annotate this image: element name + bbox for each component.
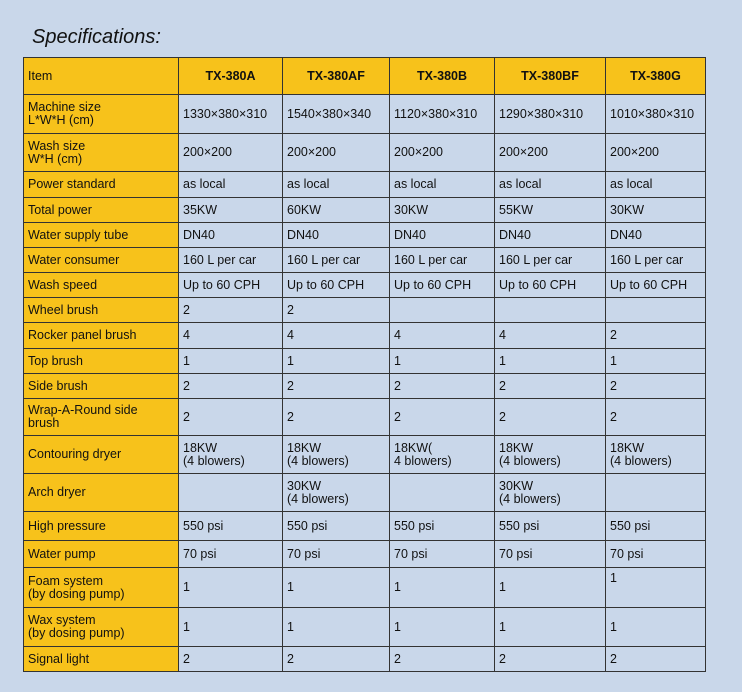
column-header-model: TX-380A (179, 58, 283, 95)
row-label: Wash speed (24, 273, 179, 298)
row-label: Water pump (24, 541, 179, 568)
table-cell: 1 (179, 349, 283, 374)
table-row (24, 273, 706, 298)
table-row (24, 198, 706, 223)
row-label: Power standard (24, 172, 179, 198)
column-header-model: TX-380AF (283, 58, 390, 95)
table-cell: 2 (179, 399, 283, 436)
table-cell: 160 L per car (179, 248, 283, 273)
table-cell: 1 (606, 568, 706, 608)
table-row (24, 298, 706, 323)
table-cell: 70 psi (283, 541, 390, 568)
table-cell: DN40 (606, 223, 706, 248)
table-cell: as local (606, 172, 706, 198)
table-cell: 1 (495, 608, 606, 647)
table-cell: 1 (283, 568, 390, 608)
table-cell: 2 (283, 374, 390, 399)
table-cell: 1290×380×310 (495, 95, 606, 134)
table-cell: 160 L per car (283, 248, 390, 273)
table-cell: 1 (390, 568, 495, 608)
table-cell: 2 (495, 647, 606, 672)
table-cell: 4 (495, 323, 606, 349)
table-cell: 2 (283, 399, 390, 436)
table-cell: 200×200 (390, 134, 495, 172)
table-cell: 1 (390, 608, 495, 647)
table-cell: 550 psi (283, 512, 390, 541)
table-cell: 2 (390, 399, 495, 436)
table-cell: 160 L per car (390, 248, 495, 273)
table-cell: 2 (495, 399, 606, 436)
table-cell: 2 (283, 647, 390, 672)
table-cell (390, 298, 495, 323)
table-row (24, 541, 706, 568)
table-cell: 2 (179, 647, 283, 672)
table-cell: 1010×380×310 (606, 95, 706, 134)
table-row (24, 647, 706, 672)
table-cell: 1 (495, 349, 606, 374)
row-label: Side brush (24, 374, 179, 399)
table-cell: 4 (179, 323, 283, 349)
table-cell: 550 psi (390, 512, 495, 541)
column-header-model: TX-380G (606, 58, 706, 95)
row-label: Contouring dryer (24, 436, 179, 474)
row-label: Total power (24, 198, 179, 223)
table-row (24, 399, 706, 436)
table-cell: 200×200 (495, 134, 606, 172)
table-cell: 1 (283, 608, 390, 647)
table-cell: 4 (283, 323, 390, 349)
table-cell: 160 L per car (606, 248, 706, 273)
table-cell: 200×200 (283, 134, 390, 172)
table-cell: 30KW (606, 198, 706, 223)
table-cell: Up to 60 CPH (283, 273, 390, 298)
table-cell: 60KW (283, 198, 390, 223)
row-label: Foam system (by dosing pump) (24, 568, 179, 608)
table-cell: as local (495, 172, 606, 198)
table-cell: 1540×380×340 (283, 95, 390, 134)
table-row (24, 172, 706, 198)
table-cell: 550 psi (606, 512, 706, 541)
table-cell: 18KW (4 blowers) (606, 436, 706, 474)
table-cell: as local (179, 172, 283, 198)
table-cell: 550 psi (495, 512, 606, 541)
row-label: Signal light (24, 647, 179, 672)
specifications-table-body (24, 58, 706, 672)
table-row (24, 474, 706, 512)
table-cell: as local (283, 172, 390, 198)
row-label: Rocker panel brush (24, 323, 179, 349)
table-cell: as local (390, 172, 495, 198)
table-cell: 30KW (4 blowers) (495, 474, 606, 512)
table-cell: 2 (390, 374, 495, 399)
row-label: Water supply tube (24, 223, 179, 248)
table-cell: 18KW (4 blowers) (283, 436, 390, 474)
table-cell: 1 (179, 608, 283, 647)
table-cell: Up to 60 CPH (390, 273, 495, 298)
table-cell: Up to 60 CPH (606, 273, 706, 298)
table-cell: 70 psi (179, 541, 283, 568)
table-cell: 70 psi (495, 541, 606, 568)
table-cell: 1120×380×310 (390, 95, 495, 134)
table-cell: 2 (606, 323, 706, 349)
table-cell: Up to 60 CPH (495, 273, 606, 298)
table-row (24, 248, 706, 273)
table-cell: 160 L per car (495, 248, 606, 273)
table-cell (495, 298, 606, 323)
specifications-table (23, 57, 706, 672)
table-cell: 2 (283, 298, 390, 323)
table-cell: 2 (606, 399, 706, 436)
table-row (24, 374, 706, 399)
table-cell: 55KW (495, 198, 606, 223)
table-cell: 18KW (4 blowers) (179, 436, 283, 474)
table-cell: 35KW (179, 198, 283, 223)
row-label: Water consumer (24, 248, 179, 273)
table-cell: DN40 (283, 223, 390, 248)
table-cell: 4 (390, 323, 495, 349)
table-cell: 30KW (390, 198, 495, 223)
page-title: Specifications: (32, 26, 161, 48)
table-row (24, 323, 706, 349)
row-label: Wax system (by dosing pump) (24, 608, 179, 647)
table-cell: 200×200 (606, 134, 706, 172)
table-row (24, 223, 706, 248)
row-label: Wrap-A-Round side brush (24, 399, 179, 436)
row-label: Wheel brush (24, 298, 179, 323)
table-cell: 18KW (4 blowers) (495, 436, 606, 474)
table-cell: 2 (179, 374, 283, 399)
table-cell: 1 (495, 568, 606, 608)
table-cell: 70 psi (390, 541, 495, 568)
row-label: Arch dryer (24, 474, 179, 512)
column-header-model: TX-380BF (495, 58, 606, 95)
table-cell: 30KW (4 blowers) (283, 474, 390, 512)
row-label: Machine size L*W*H (cm) (24, 95, 179, 134)
row-label: Wash size W*H (cm) (24, 134, 179, 172)
table-cell: 1 (283, 349, 390, 374)
header-row (24, 58, 706, 95)
table-cell: 2 (495, 374, 606, 399)
table-cell: DN40 (179, 223, 283, 248)
table-cell: 18KW( 4 blowers) (390, 436, 495, 474)
table-cell: 1 (606, 608, 706, 647)
table-row (24, 134, 706, 172)
column-header-model: TX-380B (390, 58, 495, 95)
table-cell: DN40 (495, 223, 606, 248)
table-cell: 2 (390, 647, 495, 672)
table-cell: 2 (179, 298, 283, 323)
column-header-item: Item (24, 58, 179, 95)
table-cell: 200×200 (179, 134, 283, 172)
table-cell (606, 474, 706, 512)
table-row (24, 608, 706, 647)
table-cell: 2 (606, 374, 706, 399)
table-cell: 1 (390, 349, 495, 374)
table-cell: 70 psi (606, 541, 706, 568)
table-cell (390, 474, 495, 512)
table-cell: DN40 (390, 223, 495, 248)
table-row (24, 436, 706, 474)
table-cell: 1330×380×310 (179, 95, 283, 134)
table-row (24, 512, 706, 541)
table-row (24, 568, 706, 608)
table-cell: 1 (606, 349, 706, 374)
table-cell: 1 (179, 568, 283, 608)
row-label: High pressure (24, 512, 179, 541)
table-cell: Up to 60 CPH (179, 273, 283, 298)
table-cell (179, 474, 283, 512)
table-row (24, 349, 706, 374)
table-cell: 2 (606, 647, 706, 672)
table-row (24, 95, 706, 134)
table-cell (606, 298, 706, 323)
row-label: Top brush (24, 349, 179, 374)
table-cell: 550 psi (179, 512, 283, 541)
